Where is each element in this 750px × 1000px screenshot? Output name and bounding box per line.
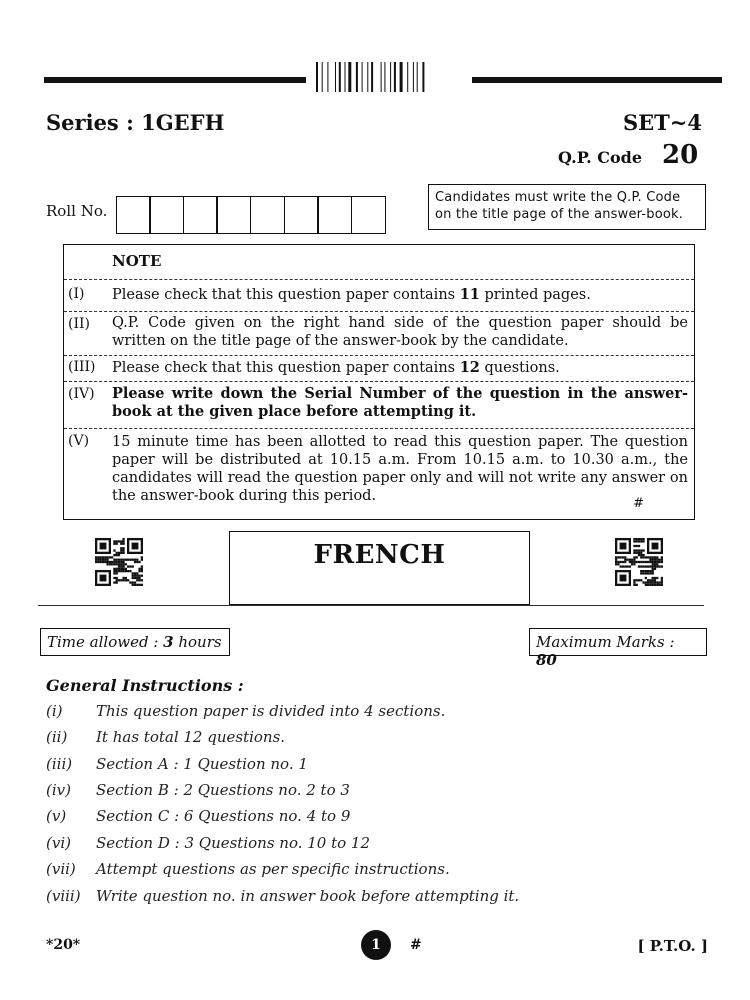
time-allowed-box: Time allowed : 3 hours xyxy=(40,628,230,656)
header-rule-right xyxy=(472,77,722,83)
note-item-text: Q.P. Code given on the right hand side of the question paper should be written on the title page of the answer-book by the candidate. xyxy=(112,315,688,349)
page-number: 1 xyxy=(361,930,391,960)
note-item-num: (II) xyxy=(68,316,90,332)
maximum-marks-box: Maximum Marks : 80 xyxy=(529,628,707,656)
note-item xyxy=(64,381,694,429)
footer-hash: # xyxy=(410,937,422,953)
pto-label: [ P.T.O. ] xyxy=(637,937,708,955)
roll-no-box xyxy=(183,196,218,234)
subject-title: FRENCH xyxy=(313,540,446,570)
roll-no-box xyxy=(317,196,352,234)
note-hash-mark: # xyxy=(633,496,644,511)
roll-no-box xyxy=(116,196,151,234)
barcode-icon xyxy=(316,62,436,92)
note-heading: NOTE xyxy=(112,252,162,270)
note-item-text: Please check that this question paper contains 12 questions. xyxy=(112,359,560,376)
roll-no-box xyxy=(351,196,386,234)
instruction-item: (vi) Section D : 3 Questions no. 10 to 12 xyxy=(46,834,371,852)
instruction-item: (vii) Attempt questions as per specific instructions. xyxy=(46,860,450,878)
general-instructions-title: General Instructions : xyxy=(46,676,244,695)
note-item-num: (I) xyxy=(68,286,85,302)
note-item-text: 15 minute time has been allotted to read this question paper. The question paper will be distributed at 10.15 a.m. From 10.15 a.m. to 10.30 a.m., the candidates will read the question paper only and will not write any answer on the answer-book during this period. xyxy=(112,434,688,504)
note-item xyxy=(64,428,694,519)
note-item-text: Please write down the Serial Number of the question in the answer-book at the given place before attempting it. xyxy=(112,385,688,420)
roll-no-box xyxy=(284,196,319,234)
footer-code: *20* xyxy=(46,937,81,953)
note-item xyxy=(64,311,694,356)
note-item-num: (V) xyxy=(68,433,90,449)
instruction-item: (viii) Write question no. in answer book before attempting it. xyxy=(46,887,520,905)
roll-no-box xyxy=(216,196,251,234)
instruction-item: (ii) It has total 12 questions. xyxy=(46,728,286,746)
roll-no-boxes xyxy=(117,196,386,234)
roll-no-box xyxy=(250,196,285,234)
note-item xyxy=(64,355,694,382)
instruction-item: (iii) Section A : 1 Question no. 1 xyxy=(46,755,308,773)
qp-code-value: 20 xyxy=(662,140,699,170)
roll-no-label: Roll No. xyxy=(46,202,108,220)
note-item xyxy=(64,279,694,312)
set-label: SET~4 xyxy=(622,110,702,135)
instruction-item: (i) This question paper is divided into 4 sections. xyxy=(46,702,446,720)
divider xyxy=(38,605,704,606)
instruction-item: (v) Section C : 6 Questions no. 4 to 9 xyxy=(46,807,351,825)
series-label: Series : 1GEFH xyxy=(46,110,225,135)
note-item-text: Please check that this question paper contains 11 printed pages. xyxy=(112,286,591,303)
note-item-num: (III) xyxy=(68,359,96,375)
header-rule-left xyxy=(44,77,306,83)
candidate-note: Candidates must write the Q.P. Code on the title page of the answer-book. xyxy=(428,184,706,230)
note-heading-row xyxy=(64,245,694,280)
note-item-num: (IV) xyxy=(68,386,95,402)
qr-code-icon xyxy=(95,538,143,586)
qr-code-icon xyxy=(615,538,663,586)
roll-no-box xyxy=(149,196,184,234)
note-box xyxy=(63,244,695,520)
instruction-item: (iv) Section B : 2 Questions no. 2 to 3 xyxy=(46,781,350,799)
qp-code-label: Q.P. Code xyxy=(558,148,643,167)
subject-box xyxy=(229,531,530,605)
